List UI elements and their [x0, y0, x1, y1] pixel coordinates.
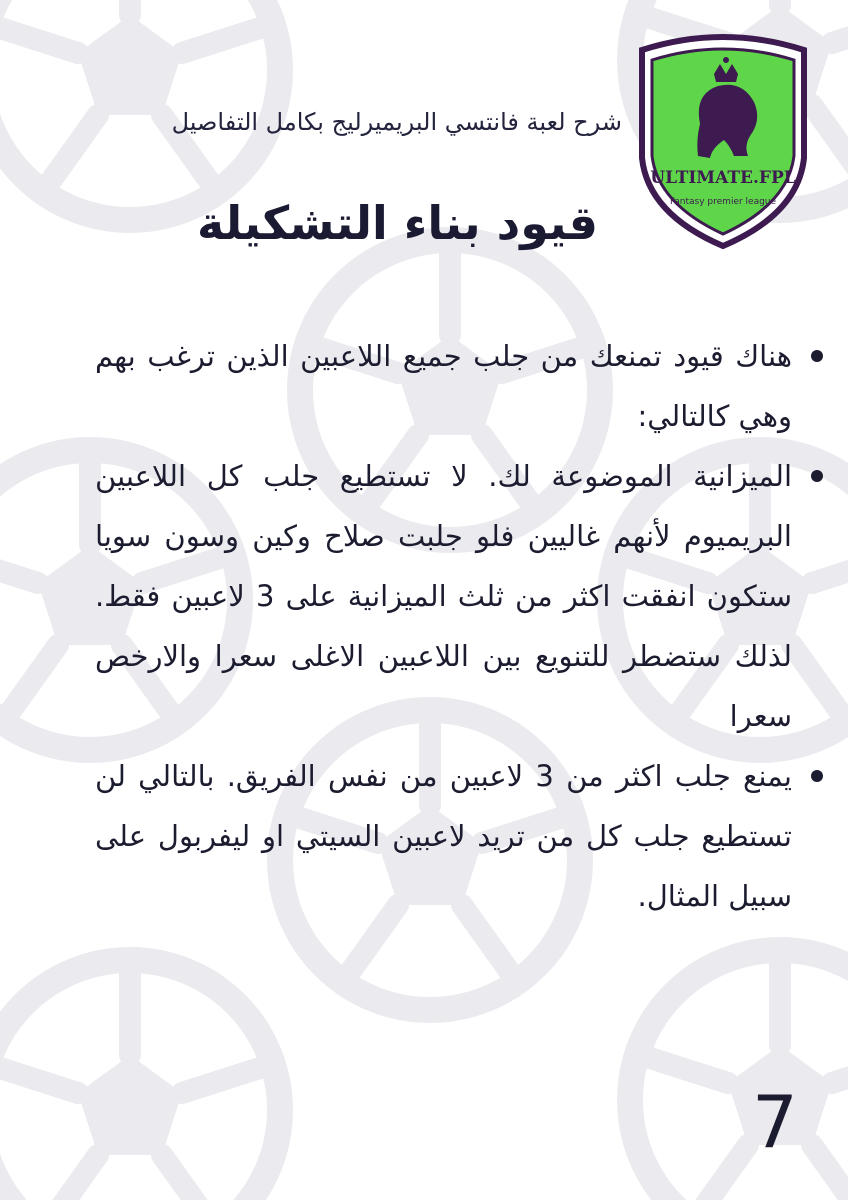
page-subtitle: شرح لعبة فانتسي البريميرليج بكامل التفاصيل — [171, 108, 622, 136]
list-item — [95, 446, 825, 746]
list-item — [95, 326, 825, 446]
bullet-list — [95, 326, 825, 926]
bullet-dot — [811, 350, 823, 362]
page-number: 7 — [752, 1080, 798, 1164]
ultimate-fpl-logo — [630, 28, 816, 252]
bullet-dot — [811, 770, 823, 782]
bullet-dot — [811, 470, 823, 482]
list-item-text: هناك قيود تمنعك من جلب جميع اللاعبين الذين ترغب بهم وهي كالتالي: — [95, 339, 792, 433]
page-title: قيود بناء التشكيلة — [196, 196, 598, 250]
logo-name: ULTIMATE.FPL — [650, 168, 796, 188]
list-item-text: الميزانية الموضوعة لك. لا تستطيع جلب كل اللاعبين البريميوم لأنهم غاليين فلو جلبت صلاح وكين وسون سويا ستكون انفقت اكثر من ثلث الميزانية على 3 لاعبين فقط. لذلك ستضطر للتنويع بين اللاعبين الاغلى سعرا والارخص سعرا — [95, 459, 792, 733]
list-item-text: يمنع جلب اكثر من 3 لاعبين من نفس الفريق. بالتالي لن تستطيع جلب كل من تريد لاعبين السيتي او ليفربول على سبيل المثال. — [95, 759, 792, 913]
list-item — [95, 746, 825, 926]
logo-tagline: Fantasy premier league — [669, 197, 777, 207]
